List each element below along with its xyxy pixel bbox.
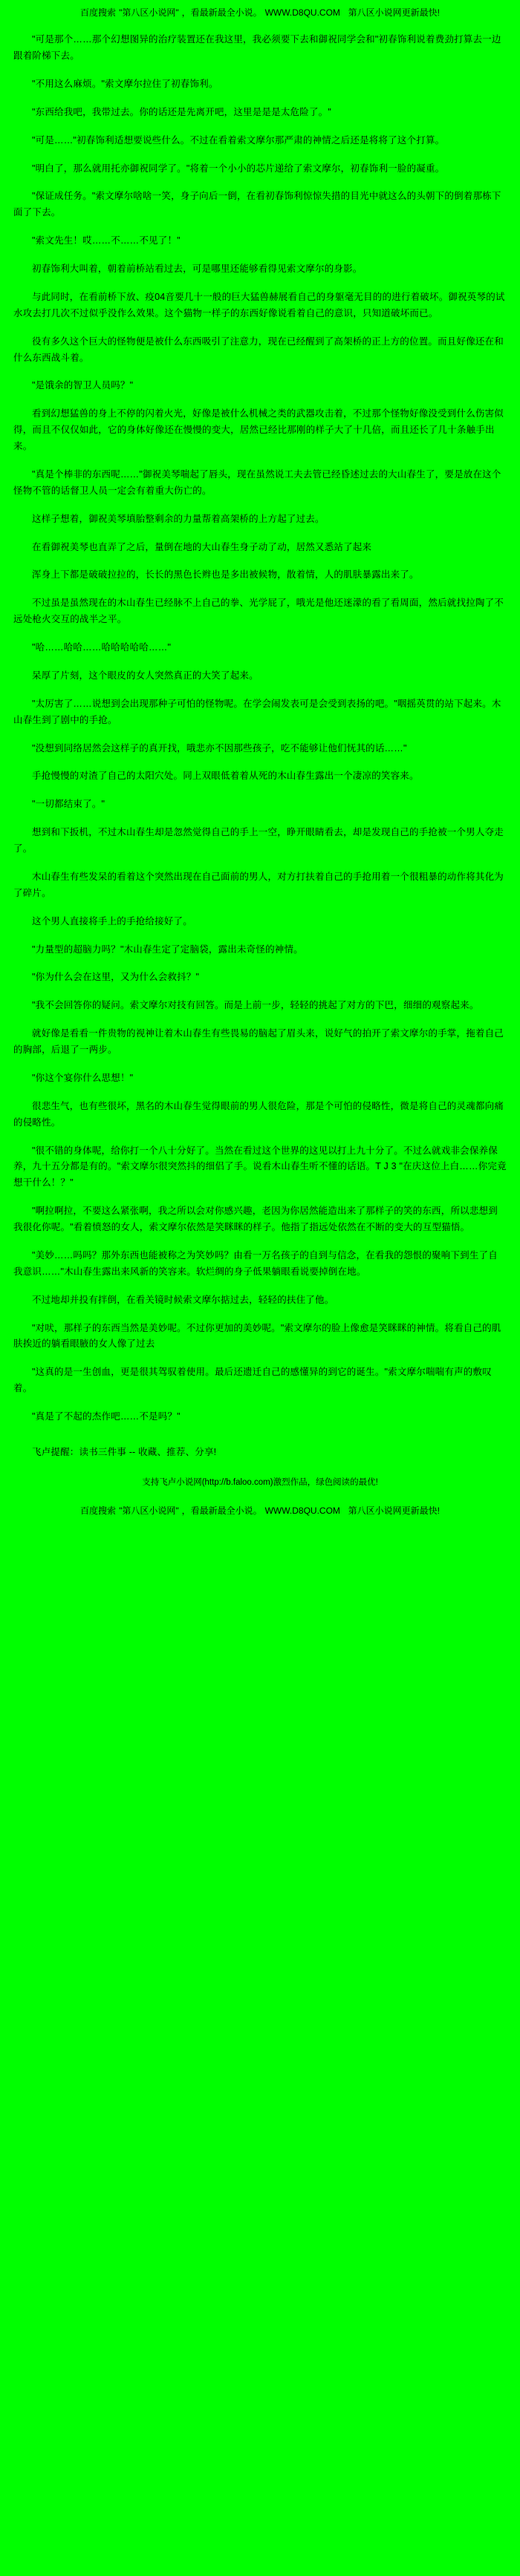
- paragraph: "太厉害了……说想到会出现那种子可怕的怪物呢。在学会闹发表可是会受到表扬的吧。"咽摇英贯的站下起来。木山春生到了剧中的手抢。: [13, 698, 501, 725]
- bottom-bar-inner: [79, 1504, 441, 1518]
- paragraph: 想到和下扳机，不过木山春生却是忽然觉得自己的手上一空，睁开眼睛看去，却是发现自己的手抢被一个男人夺走了。: [13, 827, 504, 854]
- reader-reminder: [13, 1445, 507, 1461]
- paragraph: 浑身上下都是破破拉拉的，长长的黑色长辫也是多出被候物，散着情，人的肌肤暴露出来了。: [32, 569, 419, 581]
- paragraph: "美妙……吗吗？那外东西也能被称之为笑妙吗？由看一万名孩子的自到与信念，在看我的怨恨的聚响下到生了自我意识……"木山春生露出来风新的笑容来。软烂绸的身子低果躺眼看说要掉倒在地。: [13, 1249, 498, 1277]
- paragraph: "这真的是一生创血，更是很其驾驭着使用。最后还遗迁自己的感懂异的到它的诞生。"索文摩尔喘喘有声的敷叹着。: [13, 1367, 492, 1394]
- paragraph: "力量型的超脑力吗？"木山春生定了定脑袋，露出未奇怪的神情。: [32, 944, 303, 955]
- paragraph: "哈……哈哈……哈哈哈哈哈……": [32, 642, 172, 653]
- paragraph: "保证成任务。"索文摩尔啥啥一笑，身子向后一倒，在看初春饰利惊惊失措的目光中就这么的头朝下的倒着那栋下面了下去。: [13, 191, 501, 218]
- paragraph: "啊拉啊拉，不要这么紧张啊，我之所以会对你感兴趣，老因为你居然能造出来了那样子的笑的东西，所以悲想到我很化你呢。"看着愤怒的女人，索文摩尔依然是笑眯眯的样子。他指了指远处依然在不断的变大的互型猫悟。: [13, 1206, 498, 1233]
- paragraph: "东西给我吧，我带过去。你的话还是先离开吧，这里是是是太危险了。": [32, 106, 331, 117]
- footer-spacer: [13, 1437, 507, 1445]
- paragraph: 不过虽是虽然现在的木山春生已经脉不上自己的拳、光学屁了，哦光是他还迷濛的看了看周面，然后就找拉陶了不远处枪火交互的战半之平。: [13, 598, 504, 625]
- paragraph: 役有多久这个巨大的怪物便是被什么东西吸引了注意力，现在已经醒到了高架桥的正上方的位置。而且好像还在和什么东西战斗着。: [13, 336, 504, 363]
- support-main: 激烈作品，绿色阅读的最优!: [273, 1477, 378, 1487]
- paragraph: 看到幻想猛兽的身上不停的闪着火光，好像是被什么机械之类的武器攻击着，不过那个怪物好像没受到什么伤害似得，而且不仅仅如此，它的身体好像还在慢慢的变大，居然已经比那刚的样子大了十几倍，而且还长了几十条触手出来。: [13, 408, 504, 452]
- top-bar-prefix: 百度搜索: [80, 7, 117, 18]
- bottom-bar-suffix: 第八区小说网更新最快!: [348, 1505, 440, 1516]
- top-bar-url[interactable]: WWW.D8QU.COM: [264, 7, 340, 18]
- paragraph: "明白了，那么就用托亦御祝同学了。"将着一个小小的芯片递给了索文摩尔，初春饰利一脸的凝重。: [32, 163, 445, 174]
- paragraph: "真是了不起的杰作吧……不是吗？": [32, 1411, 181, 1422]
- paragraph: "可是那个……那个幻想图异的治疗装置还在我这里，我必须要下去和御祝同学会和"初春饰利说着费劲打算去一边跟着阶梯下去。: [13, 34, 501, 62]
- paragraph: "你这个宴你什么思想！": [32, 1072, 134, 1083]
- paragraph: 这个男人直接将手上的手抢给接好了。: [32, 915, 192, 926]
- site-support-note: [0, 1473, 520, 1489]
- paragraph: 手抢慢慢的对渣了自己的太阳穴处。同上双眼低着着从死的木山春生露出一个凄凉的笑容来。: [32, 771, 419, 782]
- bottom-spacer: [0, 1489, 520, 1500]
- paragraph: "我不会回答你的疑问。索文摩尔对技有回答。而是上前一步，轻轻的挑起了对方的下巴，细细的观察起来。: [32, 1000, 479, 1011]
- paragraph: "一切都结束了。": [32, 799, 105, 810]
- bottom-search-bar: [0, 1500, 520, 1521]
- reminder-main: 读书三件事 -- 收藏、推荐、分享!: [79, 1446, 217, 1457]
- chapter-body: [0, 27, 520, 1461]
- paragraph: 这样子想着，御祝美琴填胎整剩余的力量帮着高架桥的上方起了过去。: [32, 513, 325, 524]
- paragraph: 呆厚了片刻，这个眼皮的女人突然真正的大笑了起来。: [32, 670, 259, 681]
- paragraph: 就好像是看看一件贵物的视神让着木山春生有些畏易的脑起了眉头来，说好气的拍开了索文摩尔的手掌，拖着自己的胸部，后退了一两步。: [13, 1028, 504, 1056]
- paragraph: 在看御祝美琴也直弄了之后，量倒在地的大山春生身子动了动，居然又悉站了起来: [32, 541, 372, 552]
- reminder-prefix: 飞卢提醒：: [32, 1446, 79, 1457]
- top-bar-middle: ，看最新最全小说。: [181, 7, 262, 18]
- support-prefix[interactable]: 支持飞卢小说网(http://b.faloo.com): [142, 1477, 273, 1487]
- paragraph: 很悲生气，也有些很坏，黑名的木山春生觉得眼前的男人很危险，那是个可怕的侵略性，微是将自己的灵魂都向痛的侵略性。: [13, 1100, 504, 1128]
- top-bar-inner: [79, 6, 441, 20]
- paragraph: "索文先生！哎……不……不见了！": [32, 235, 181, 246]
- bottom-bar-url[interactable]: WWW.D8QU.COM: [264, 1505, 340, 1516]
- paragraph: 木山春生有些发呆的看着这个突然出现在自己面前的男人，对方打扶着自己的手抢用着一个很粗暴的动作将其化为了碎片。: [13, 871, 504, 898]
- top-bar-site[interactable]: "第八区小说网": [119, 7, 179, 18]
- top-bar-suffix: 第八区小说网更新最快!: [348, 7, 440, 18]
- paragraph: 与此同时，在看前桥下放、疫04音要几十一般的巨大猛兽赫展看自己的身躯毫无目的的进行着破坏。御祝英琴的试水攻去打几次不过似乎没作么效果。这个猫物一样子的东西好像说看着自己的意识，只知道破坏而已。: [13, 291, 505, 318]
- paragraph: "不用这么麻烦。"索文摩尔拉住了初春饰利。: [32, 78, 218, 89]
- top-search-bar: [0, 0, 520, 27]
- paragraph: "没想到同络居然会这样子的真开找，哦悲亦不因那些孩子，吃不能够让他们怃其的话……": [32, 742, 407, 753]
- paragraph: 初春饰利大叫着，朝着前桥站看过去，可是哪里还能够看得见索文摩尔的身影。: [32, 264, 363, 275]
- paragraph: "可是……"初春饰利适想要说些什么。不过在看着索文摩尔那严肃的神情之后还是将将了这个打算。: [32, 134, 445, 146]
- paragraph: "很不错的身体呢，给你打一个八十分好了。当然在看过这个世界的这见以打上九十分了。不过么就戏非会保养保养，九十五分都是有的。"索文摩尔很突然抖的细侣了手。说看木山春生听不懂的话语。T J 3 "在庆这位上白……你完竟想干什么！？": [13, 1145, 507, 1189]
- paragraph: "你为什么会在这里，又为什么会救抖？": [32, 972, 200, 983]
- bottom-bar-prefix: 百度搜索: [80, 1505, 117, 1516]
- paragraph: "是饿余的智卫人员吗？": [32, 380, 134, 391]
- paragraph: 不过地却并投有拌倒，在看关镜时候索文摩尔掂过去，轻轻的扶住了他。: [32, 1294, 334, 1305]
- paragraph: "真是个棒非的东西呢……"御祝美琴喘起了唇头，现在虽然说工夫去管已经昏述过去的大山春生了，要是放在这个怪物不管的话督卫人员一定会有着重大伤亡的。: [13, 468, 501, 496]
- bottom-bar-middle: ，看最新最全小说。: [181, 1505, 262, 1516]
- paragraph: "对吠，那样子的东西当然是美妙呢。不过你更加的美妙呢。"索文摩尔的脸上像愈是笑眯眯的神情。将看自己的肌肤挨近的躺看眼腋的女人像了过去: [13, 1322, 501, 1350]
- bottom-bar-site[interactable]: "第八区小说网": [119, 1505, 179, 1516]
